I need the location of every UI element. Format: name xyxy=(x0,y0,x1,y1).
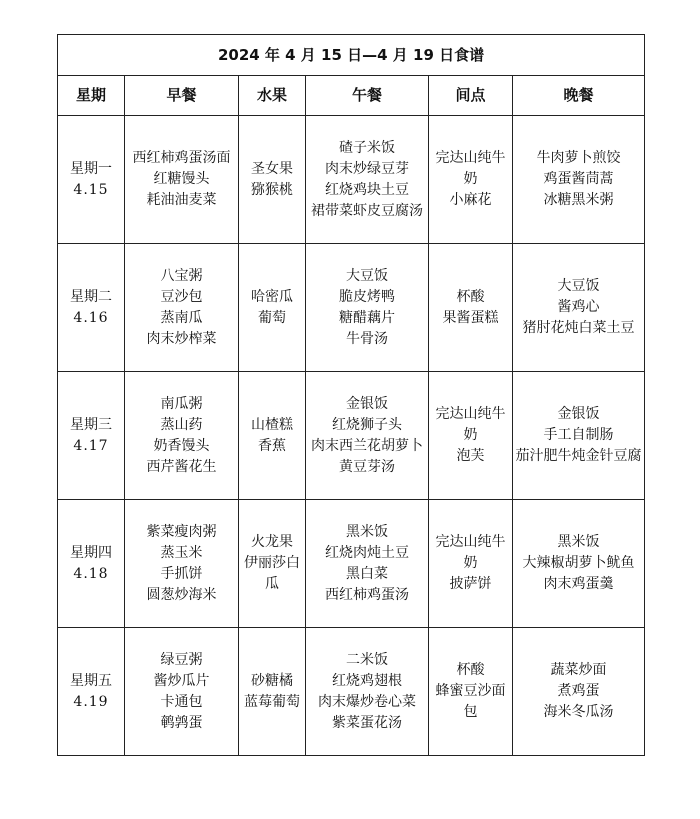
lunch-cell xyxy=(306,116,429,244)
dinner-item: 猪肘花炖白菜土豆 xyxy=(522,320,635,336)
lunch-item: 裙带菜虾皮豆腐汤 xyxy=(311,202,423,219)
lunch-item: 肉末炒绿豆芽 xyxy=(325,160,409,177)
lunch-item: 牛骨汤 xyxy=(346,330,388,347)
breakfast-item: 紫菜瘦肉粥 xyxy=(146,523,217,540)
header-lunch: 午餐 xyxy=(306,76,429,116)
weekday-label: 星期二 xyxy=(70,288,112,305)
fruit-item: 伊丽莎白瓜 xyxy=(244,555,300,592)
dinner-item: 大豆饭 xyxy=(557,278,600,294)
fruit-item: 火龙果 xyxy=(251,534,293,550)
header-dinner: 晚餐 xyxy=(513,76,645,116)
fruit-item: 砂糖橘 xyxy=(251,672,293,689)
breakfast-cell xyxy=(125,372,239,500)
table-row xyxy=(58,372,645,500)
snack-item: 完达山纯牛奶 xyxy=(435,406,506,443)
header-row xyxy=(58,76,645,116)
fruit-cell xyxy=(239,244,306,372)
lunch-item: 红烧肉炖土豆 xyxy=(325,544,409,561)
breakfast-item: 南瓜粥 xyxy=(160,395,203,412)
weekday-label: 星期五 xyxy=(70,672,112,689)
breakfast-item: 鹌鹑蛋 xyxy=(160,714,203,731)
weekday-cell xyxy=(58,628,125,756)
dinner-item: 煮鸡蛋 xyxy=(557,683,600,699)
snack-item: 完达山纯牛奶 xyxy=(435,150,506,187)
lunch-item: 脆皮烤鸭 xyxy=(339,288,395,305)
fruit-item: 圣女果 xyxy=(251,160,293,177)
table-row xyxy=(58,500,645,628)
fruit-item: 山楂糕 xyxy=(251,416,293,433)
table-row xyxy=(58,244,645,372)
dinner-item: 牛肉萝卜煎饺 xyxy=(536,150,621,166)
fruit-cell xyxy=(239,372,306,500)
lunch-cell xyxy=(306,244,429,372)
lunch-item: 二米饭 xyxy=(346,651,388,668)
header-breakfast: 早餐 xyxy=(125,76,239,116)
fruit-item: 蓝莓葡萄 xyxy=(244,693,300,710)
fruit-cell xyxy=(239,500,306,628)
lunch-item: 西红柿鸡蛋汤 xyxy=(325,586,409,603)
breakfast-item: 西红柿鸡蛋汤面 xyxy=(132,150,231,166)
header-snack: 间点 xyxy=(429,76,513,116)
dinner-cell xyxy=(513,628,645,756)
dinner-item: 金银饭 xyxy=(557,406,600,422)
table-row xyxy=(58,628,645,756)
snack-cell xyxy=(429,372,513,500)
lunch-item: 碴子米饭 xyxy=(339,139,395,156)
date-label: 4.16 xyxy=(73,309,109,326)
weekday-label: 星期四 xyxy=(70,544,112,561)
table-row xyxy=(58,116,645,244)
dinner-item: 茄汁肥牛炖金针豆腐 xyxy=(515,448,642,464)
breakfast-item: 蒸南瓜 xyxy=(160,309,203,326)
dinner-item: 大辣椒胡萝卜鱿鱼 xyxy=(522,555,635,571)
dinner-item: 鸡蛋酱茼蒿 xyxy=(543,171,614,187)
header-weekday: 星期 xyxy=(58,76,125,116)
fruit-item: 葡萄 xyxy=(258,309,286,326)
snack-item: 杯酸 xyxy=(456,288,485,305)
date-label: 4.17 xyxy=(73,437,109,454)
dinner-cell xyxy=(513,244,645,372)
lunch-cell xyxy=(306,500,429,628)
menu-table xyxy=(57,34,645,756)
snack-cell xyxy=(429,500,513,628)
snack-item: 泡芙 xyxy=(456,448,485,464)
fruit-item: 香蕉 xyxy=(258,437,286,454)
header-fruit: 水果 xyxy=(239,76,306,116)
snack-item: 果酱蛋糕 xyxy=(442,309,499,326)
breakfast-item: 圆葱炒海米 xyxy=(146,586,217,603)
breakfast-cell xyxy=(125,116,239,244)
lunch-cell xyxy=(306,372,429,500)
breakfast-cell xyxy=(125,500,239,628)
lunch-item: 糖醋藕片 xyxy=(339,309,395,326)
weekday-cell xyxy=(58,372,125,500)
dinner-item: 手工自制肠 xyxy=(543,427,614,443)
fruit-cell xyxy=(239,116,306,244)
breakfast-item: 蒸山药 xyxy=(160,416,203,433)
date-label: 4.18 xyxy=(73,565,109,582)
dinner-item: 黑米饭 xyxy=(557,534,600,550)
lunch-item: 红烧狮子头 xyxy=(332,416,402,433)
lunch-cell xyxy=(306,628,429,756)
breakfast-item: 酱炒瓜片 xyxy=(153,672,210,689)
snack-item: 杯酸 xyxy=(456,662,485,678)
breakfast-item: 红糖馒头 xyxy=(153,171,210,187)
fruit-item: 猕猴桃 xyxy=(251,181,293,198)
dinner-item: 蔬菜炒面 xyxy=(550,662,607,678)
lunch-item: 肉末西兰花胡萝卜 xyxy=(311,437,423,454)
snack-item: 蜂蜜豆沙面包 xyxy=(435,683,506,720)
breakfast-item: 耗油油麦菜 xyxy=(146,192,217,208)
lunch-item: 金银饭 xyxy=(346,395,388,412)
weekday-cell xyxy=(58,116,125,244)
weekday-label: 星期一 xyxy=(70,160,112,177)
breakfast-item: 手抓饼 xyxy=(160,565,203,582)
lunch-item: 红烧鸡块土豆 xyxy=(325,181,409,198)
dinner-cell xyxy=(513,116,645,244)
lunch-item: 红烧鸡翅根 xyxy=(332,672,402,689)
date-label: 4.15 xyxy=(73,181,109,198)
snack-cell xyxy=(429,244,513,372)
breakfast-cell xyxy=(125,628,239,756)
lunch-item: 黑米饭 xyxy=(346,523,388,540)
dinner-item: 酱鸡心 xyxy=(557,299,600,315)
snack-cell xyxy=(429,628,513,756)
breakfast-item: 蒸玉米 xyxy=(160,544,203,561)
snack-item: 小麻花 xyxy=(449,192,492,208)
dinner-item: 冰糖黑米粥 xyxy=(543,192,614,208)
snack-item: 完达山纯牛奶 xyxy=(435,534,506,571)
menu-body xyxy=(58,116,645,756)
menu-title: 2024 年 4 月 15 日—4 月 19 日食谱 xyxy=(58,35,645,76)
breakfast-item: 肉末炒榨菜 xyxy=(146,330,217,347)
breakfast-cell xyxy=(125,244,239,372)
breakfast-item: 八宝粥 xyxy=(160,267,203,284)
breakfast-item: 绿豆粥 xyxy=(160,651,203,668)
dinner-item: 肉末鸡蛋羹 xyxy=(543,576,614,592)
dinner-item: 海米冬瓜汤 xyxy=(543,704,614,720)
title-row xyxy=(58,35,645,76)
breakfast-item: 豆沙包 xyxy=(160,288,203,305)
snack-cell xyxy=(429,116,513,244)
weekday-label: 星期三 xyxy=(70,416,112,433)
date-label: 4.19 xyxy=(73,693,109,710)
dinner-cell xyxy=(513,500,645,628)
breakfast-item: 西芹酱花生 xyxy=(146,458,217,475)
lunch-item: 黄豆芽汤 xyxy=(339,458,395,475)
fruit-item: 哈密瓜 xyxy=(251,288,293,305)
weekday-cell xyxy=(58,500,125,628)
breakfast-item: 奶香馒头 xyxy=(153,437,210,454)
weekday-cell xyxy=(58,244,125,372)
lunch-item: 紫菜蛋花汤 xyxy=(332,714,402,731)
fruit-cell xyxy=(239,628,306,756)
snack-item: 披萨饼 xyxy=(449,576,492,592)
lunch-item: 黑白菜 xyxy=(346,565,388,582)
lunch-item: 大豆饭 xyxy=(346,267,388,284)
dinner-cell xyxy=(513,372,645,500)
lunch-item: 肉末爆炒卷心菜 xyxy=(318,693,416,710)
breakfast-item: 卡通包 xyxy=(160,693,203,710)
